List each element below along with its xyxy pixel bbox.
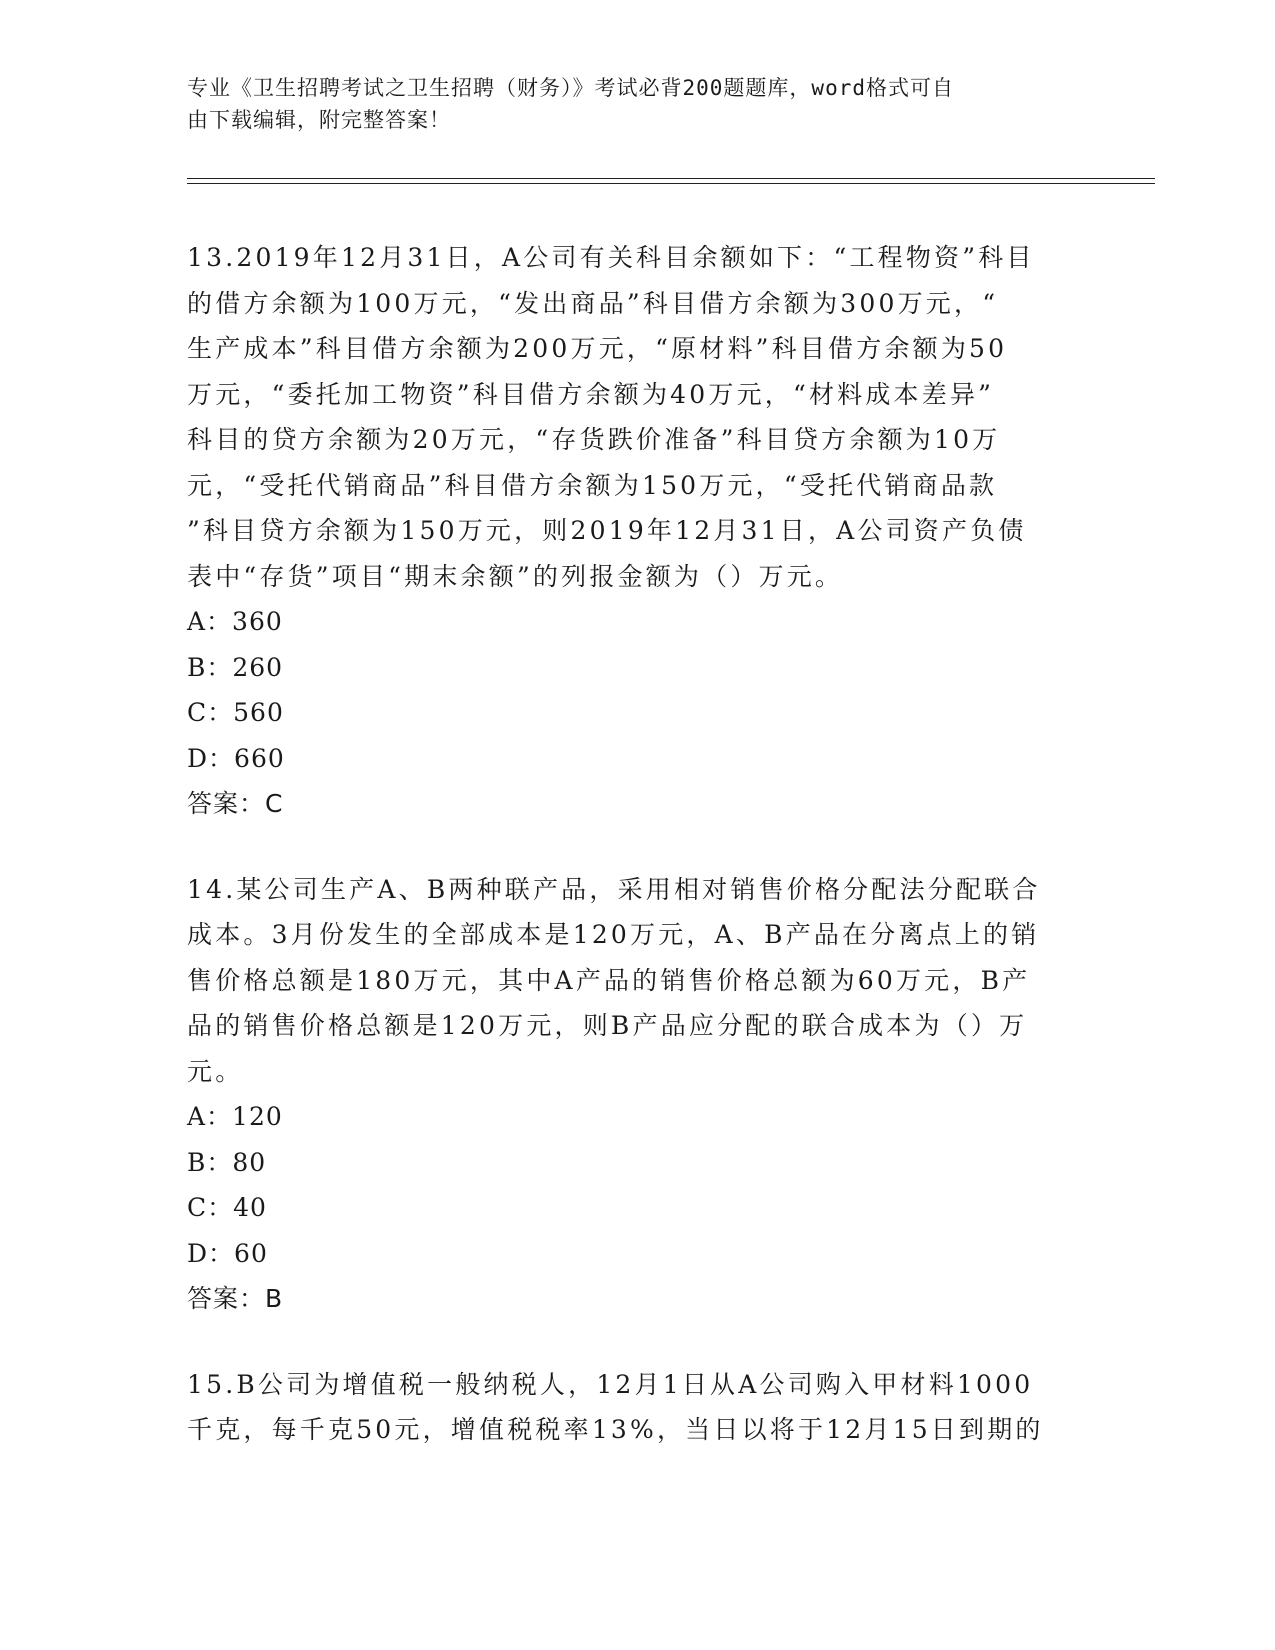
option-c: C：560: [187, 698, 284, 727]
question-14: [187, 867, 1067, 1322]
question-line: 万元，“委托加工物资”科目借方余额为40万元，“材料成本差异”: [187, 379, 995, 409]
option-c: C：40: [187, 1193, 267, 1222]
question-line: 元。: [187, 1056, 244, 1086]
question-line: 售价格总额是180万元，其中A产品的销售价格总额为60万元，B产: [187, 965, 1031, 995]
header-line-2: 由下载编辑，附完整答案！: [187, 108, 451, 132]
question-13: [187, 235, 1067, 827]
option-a: A：360: [187, 607, 283, 636]
option-d: D：60: [187, 1238, 268, 1268]
question-list: [187, 235, 1067, 1493]
answer: 答案：C: [187, 789, 284, 818]
question-line: 表中“存货”项目“期末余额”的列报金额为（）万元。: [187, 561, 844, 591]
question-line: 14.某公司生产A、B两种联产品，采用相对销售价格分配法分配联合: [187, 874, 1041, 904]
question-15: [187, 1362, 1067, 1453]
question-line: 15.B公司为增值税一般纳税人，12月1日从A公司购入甲材料1000: [187, 1369, 1034, 1399]
question-line: 品的销售价格总额是120万元，则B产品应分配的联合成本为（）万: [187, 1011, 1028, 1040]
question-line: 元，“受托代销商品”科目借方余额为150万元，“受托代销商品款: [187, 470, 998, 500]
question-line: 科目的贷方余额为20万元，“存货跌价准备”科目贷方余额为10万: [187, 425, 1001, 454]
answer: 答案：B: [187, 1284, 284, 1313]
question-line: ”科目贷方余额为150万元，则2019年12月31日，A公司资产负债: [187, 516, 1027, 545]
question-line: 千克，每千克50元，增值税税率13%，当日以将于12月15日到期的: [187, 1415, 1044, 1444]
question-line: 成本。3月份发生的全部成本是120万元，A、B产品在分离点上的销: [187, 920, 1040, 949]
option-b: B：260: [187, 652, 284, 682]
header-line-1: 专业《卫生招聘考试之卫生招聘（财务）》考试必背200题题库，word格式可自: [187, 76, 954, 100]
question-line: 13.2019年12月31日，A公司有关科目余额如下：“工程物资”科目: [187, 243, 1035, 272]
header-divider-bottom: [187, 183, 1155, 184]
option-a: A：120: [187, 1102, 283, 1131]
question-line: 生产成本”科目借方余额为200万元，“原材料”科目借方余额为50: [187, 334, 1008, 363]
question-line: 的借方余额为100万元，“发出商品”科目借方余额为300万元，“: [187, 288, 999, 318]
document-header: [187, 72, 1067, 136]
option-d: D：660: [187, 743, 285, 773]
header-divider-top: [187, 178, 1155, 179]
option-b: B：80: [187, 1147, 267, 1177]
